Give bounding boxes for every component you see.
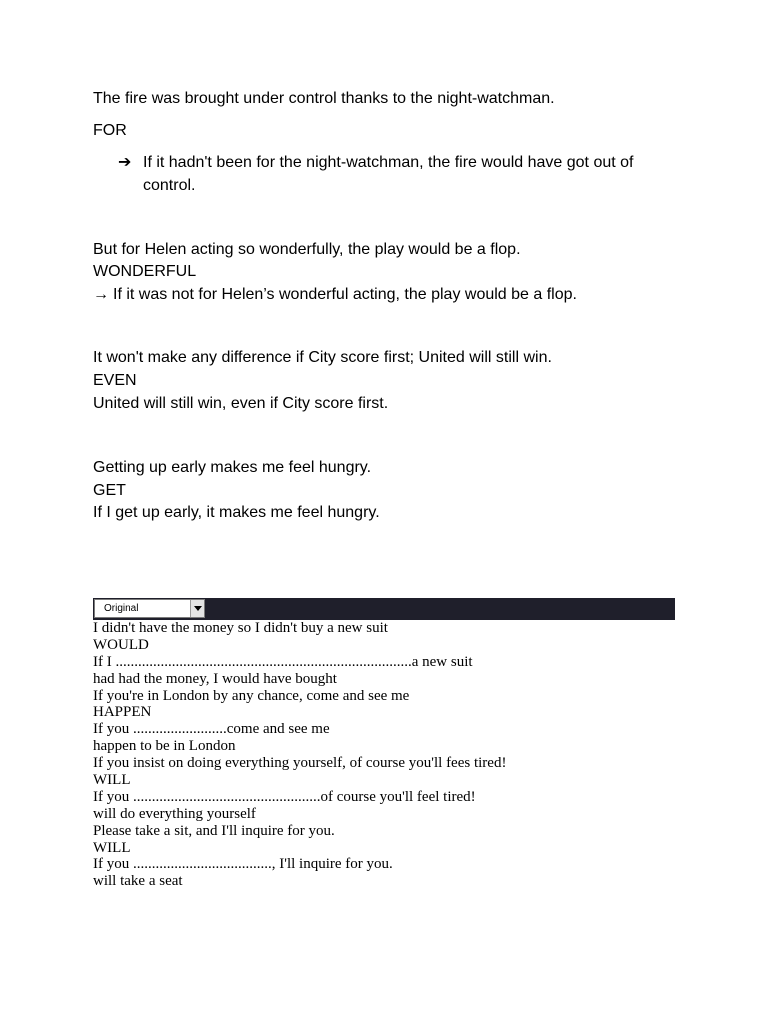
exercise-2-keyword: WONDERFUL	[93, 263, 197, 280]
widget-line: WOULD	[93, 636, 149, 653]
widget-line: had had the money, I would have bought	[93, 670, 337, 687]
exercise-2-sentence: But for Helen acting so wonderfully, the play would be a flop.	[93, 241, 521, 258]
exercise-2-answer-line	[93, 283, 577, 306]
exercise-4-sentence: Getting up early makes me feel hungry.	[93, 459, 372, 476]
widget-line: Please take a sit, and I'll inquire for you.	[93, 822, 335, 839]
widget-line: WILL	[93, 839, 131, 856]
widget-line: If you ..................................................of course you'll feel tired!	[93, 788, 476, 805]
exercise-1-answer-item	[118, 151, 678, 197]
select-dropdown-button[interactable]	[190, 600, 204, 617]
widget-line: will do everything yourself	[93, 805, 256, 822]
exercise-2-answer: If it was not for Helen’s wonderful acting, the play would be a flop.	[113, 286, 577, 303]
widget-line: happen to be in London	[93, 738, 236, 755]
widget-line: If you ....................................., I'll inquire for you.	[93, 856, 393, 873]
exercise-1-sentence: The fire was brought under control thanks to the night-watchman.	[93, 90, 555, 107]
widget-line: I didn't have the money so I didn't buy a new suit	[93, 620, 388, 636]
exercise-4-keyword: GET	[93, 482, 126, 499]
exercise-1-answer: If it hadn't been for the night-watchman, the fire would have got out of control.	[143, 154, 634, 194]
version-select-value: Original	[104, 603, 139, 614]
version-select[interactable]	[94, 599, 205, 618]
exercise-4-answer: If I get up early, it makes me feel hungry.	[93, 504, 380, 521]
widget-toolbar	[93, 598, 675, 620]
widget-line: If I ...............................................................................a new suit	[93, 653, 473, 670]
widget-text	[93, 620, 506, 890]
widget-line: HAPPEN	[93, 704, 152, 721]
exercise-3-keyword: EVEN	[93, 372, 137, 389]
widget-line: If you insist on doing everything yourself, of course you'll fees tired!	[93, 755, 507, 772]
widget-line: If you .........................come and see me	[93, 721, 330, 738]
right-arrow-icon: ➔	[118, 154, 132, 171]
chevron-down-icon	[194, 606, 202, 611]
exercise-3-sentence: It won't make any difference if City score first; United will still win.	[93, 349, 552, 366]
exercise-1-keyword: FOR	[93, 122, 127, 139]
widget-line: WILL	[93, 772, 131, 789]
right-arrow-icon: →	[93, 286, 109, 303]
widget-line: will take a seat	[93, 873, 183, 890]
widget-line: If you're in London by any chance, come and see me	[93, 687, 410, 704]
exercise-3-answer: United will still win, even if City score first.	[93, 395, 389, 412]
